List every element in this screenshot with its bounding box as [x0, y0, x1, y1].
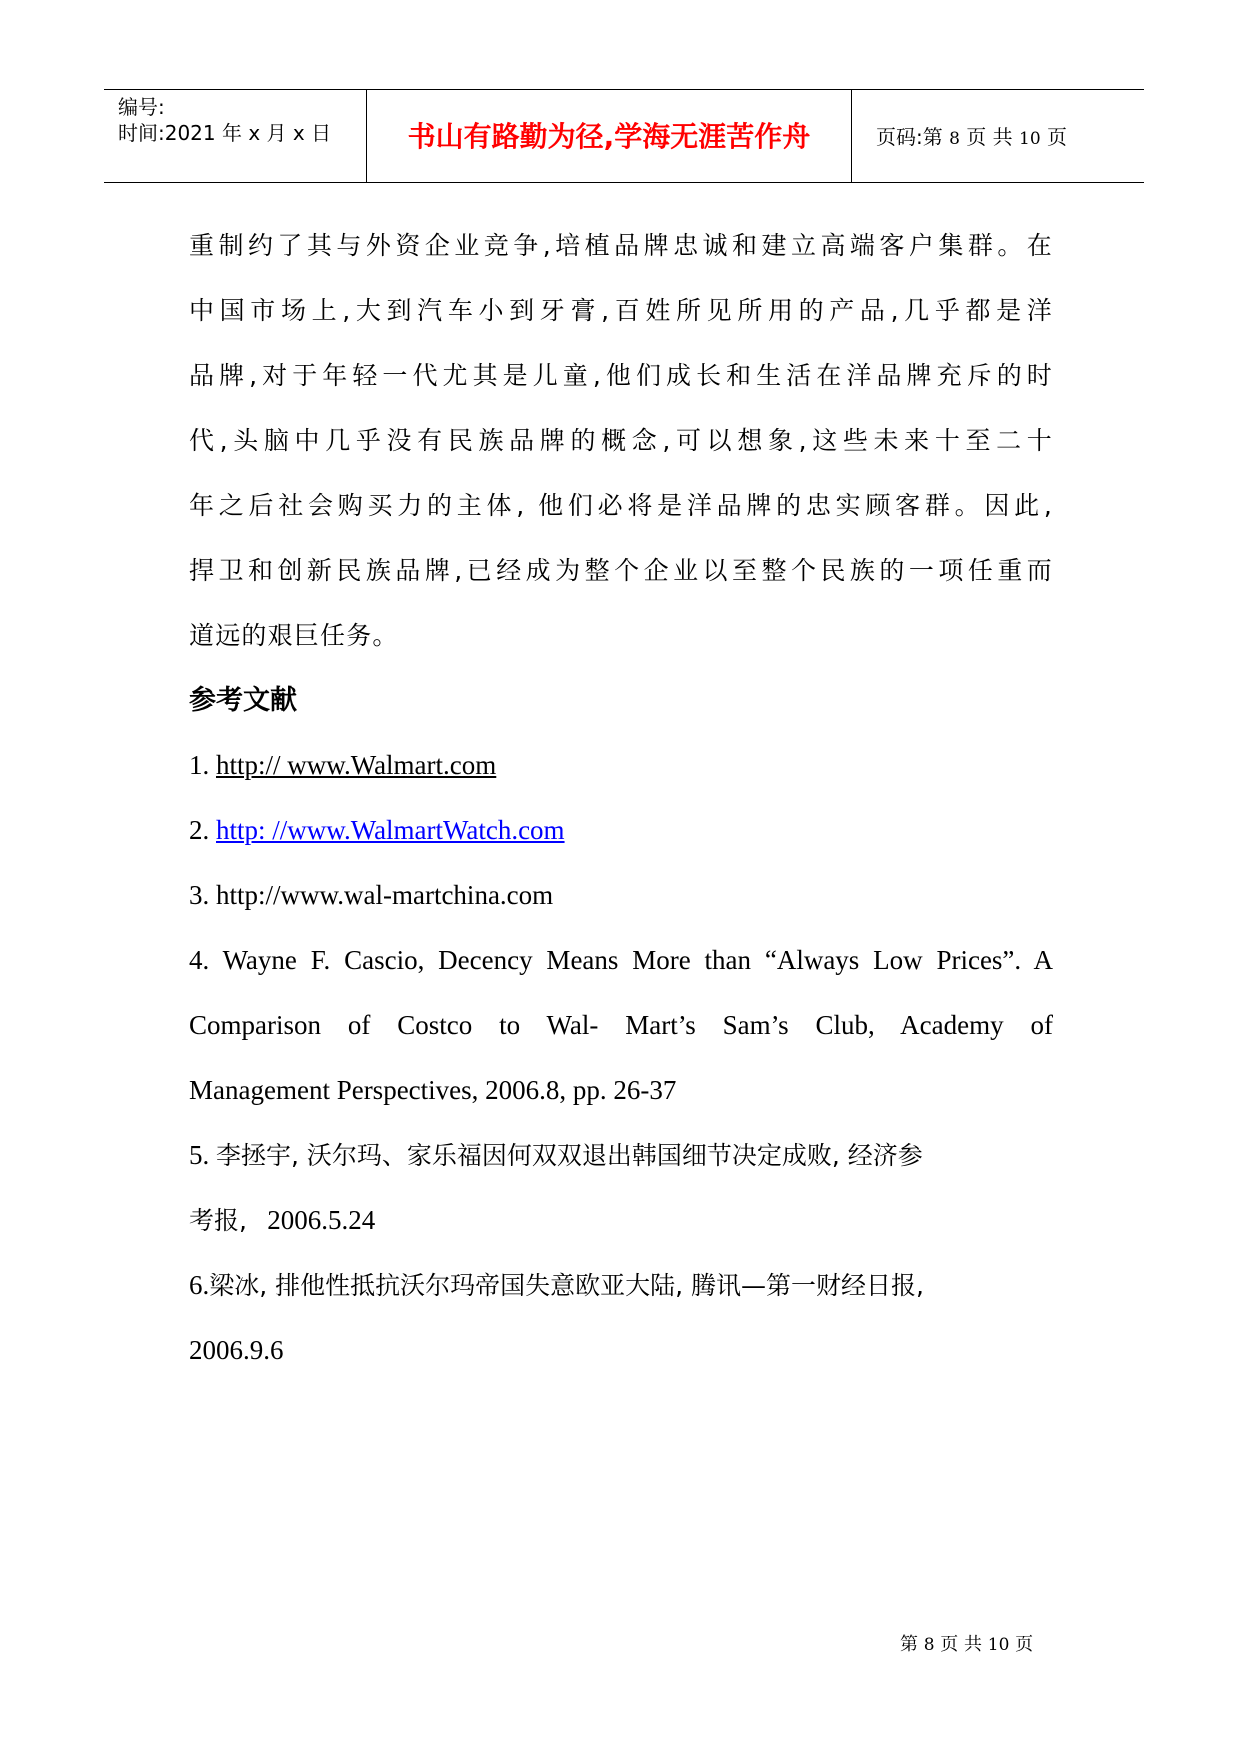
reference-number: 6. — [189, 1270, 210, 1300]
reference-item — [189, 1253, 1053, 1318]
motto-text: 书山有路勤为径,学海无涯苦作舟 — [407, 120, 811, 153]
reference-item — [189, 733, 1053, 798]
paragraph-line: 重制约了其与外资企业竞争,培植品牌忠诚和建立高端客户集群。在 — [189, 231, 1053, 260]
reference-number: 2. — [189, 815, 210, 845]
footer-page-current: 8 — [923, 1635, 935, 1655]
reference-link[interactable]: http:// www.Walmart.com — [216, 750, 497, 780]
reference-item-continued: Management Perspectives, 2006.8, pp. 26-37 — [189, 1075, 677, 1105]
paragraph-line: 道远的艰巨任务。 — [189, 621, 399, 650]
date-label: 时间:2021 年 x 月 x 日 — [118, 121, 332, 145]
reference-item — [189, 1123, 1053, 1188]
header-info-cell — [104, 90, 367, 182]
page-suffix: 页 — [1047, 125, 1068, 149]
paragraph-line: 代,头脑中几乎没有民族品牌的概念,可以想象,这些未来十至二十 — [189, 426, 1053, 455]
reference-number: 1. — [189, 750, 210, 780]
reference-text: 考报, — [189, 1206, 247, 1235]
footer-page-total: 10 — [987, 1635, 1010, 1655]
page-content — [189, 213, 1053, 1383]
footer-mid: 页 共 — [940, 1634, 983, 1655]
footer-prefix: 第 — [900, 1634, 918, 1655]
paragraph-line: 中国市场上,大到汽车小到牙膏,百姓所见所用的产品,几乎都是洋 — [189, 296, 1053, 325]
reference-item — [189, 798, 1053, 863]
reference-item: 4. Wayne F. Cascio, Decency Means More than “Always Low Prices”. A — [189, 945, 1053, 975]
serial-number-label: 编号: — [118, 95, 165, 119]
reference-item-continued: Comparison of Costco to Wal- Mart’s Sam’s Club, Academy of — [189, 1010, 1053, 1040]
reference-item: 3. http://www.wal-martchina.com — [189, 880, 554, 910]
header-motto-cell — [367, 90, 852, 182]
paragraph-line: 品牌,对于年轻一代尤其是儿童,他们成长和生活在洋品牌充斥的时 — [189, 361, 1053, 390]
page-current: 8 — [949, 129, 960, 149]
header-page-number — [876, 125, 1067, 151]
reference-hyperlink[interactable]: http: //www.WalmartWatch.com — [216, 815, 565, 845]
reference-text: 李拯宇, 沃尔玛、家乐福因何双双退出韩国细节决定成败, 经济参 — [216, 1141, 923, 1170]
page-mid: 页 共 — [966, 125, 1013, 149]
page-prefix: 页码:第 — [876, 125, 943, 149]
page-footer — [900, 1634, 1033, 1656]
header-page-cell — [852, 90, 1144, 182]
page-total: 10 — [1019, 129, 1041, 149]
paragraph-line: 年之后社会购买力的主体, 他们必将是洋品牌的忠实顾客群。因此, — [189, 491, 1053, 520]
reference-text: 梁冰, 排他性抵抗沃尔玛帝国失意欧亚大陆, 腾讯—第一财经日报, — [209, 1271, 924, 1300]
references-heading: 参考文献 — [189, 685, 297, 716]
reference-item-continued: 2006.9.6 — [189, 1335, 284, 1365]
reference-date: 2006.5.24 — [267, 1205, 376, 1235]
page-header — [104, 89, 1144, 183]
reference-item-continued — [189, 1188, 1053, 1253]
footer-suffix: 页 — [1015, 1634, 1034, 1655]
paragraph-line: 捍卫和创新民族品牌,已经成为整个企业以至整个民族的一项任重而 — [189, 556, 1053, 585]
reference-number: 5. — [189, 1140, 210, 1170]
